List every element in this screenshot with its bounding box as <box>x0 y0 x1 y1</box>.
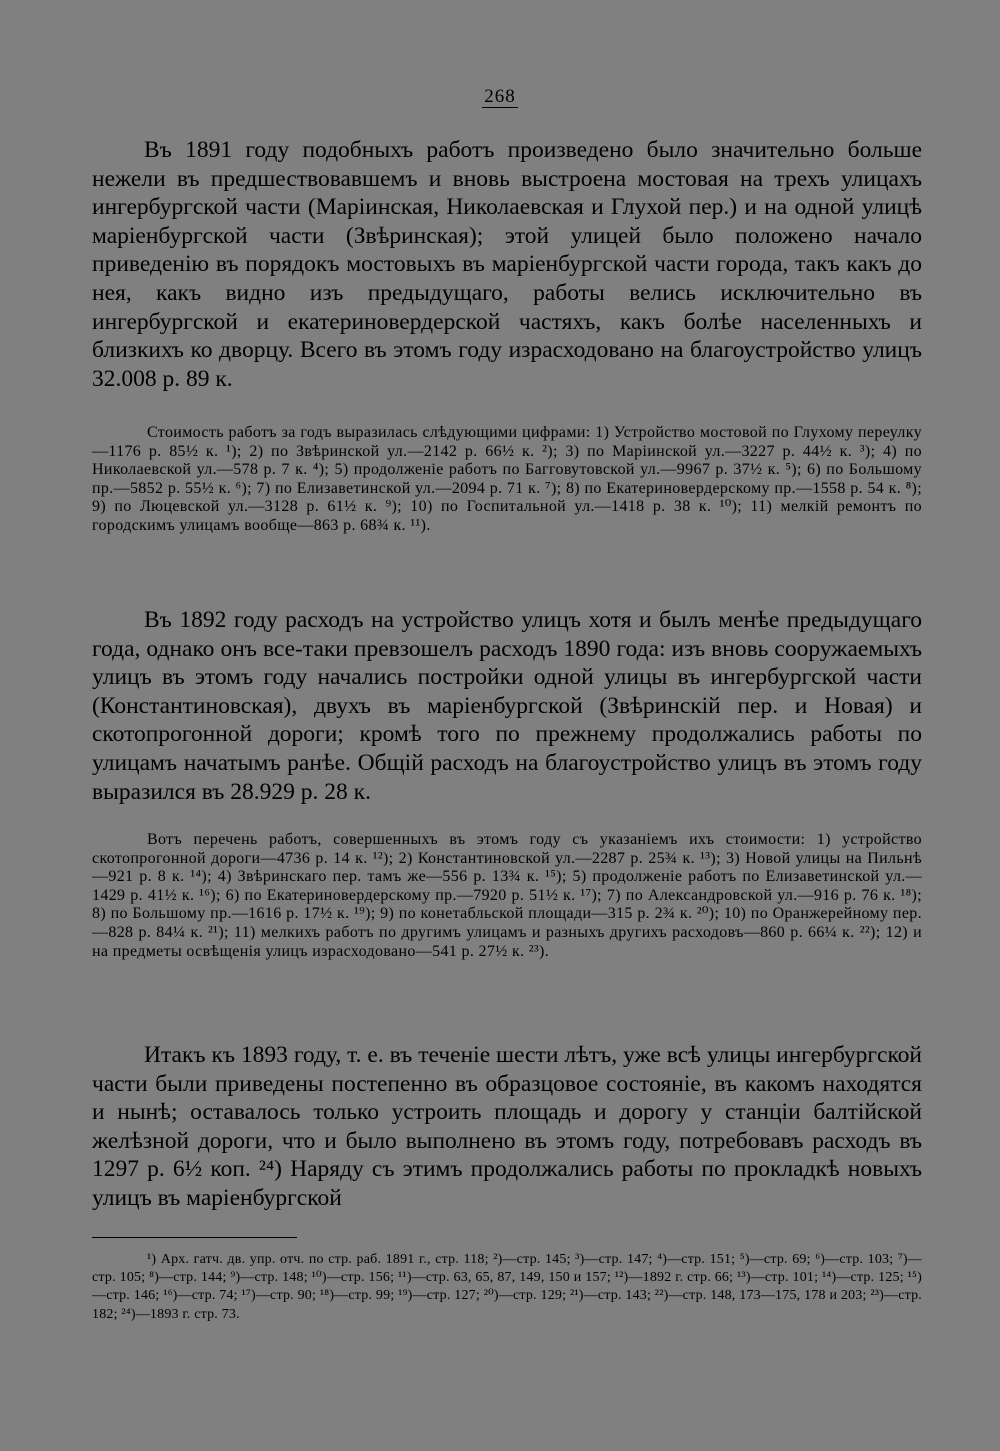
paragraph-1892: Въ 1892 году расходъ на устройство улицъ хотя и былъ менѣе предыдущаго года, однако онъ все-таки превзошелъ расходъ 1890 года: изъ вновь сооружаемыхъ улицъ въ этомъ году начались постройки одной улицы въ ингербургской части (Константиновская), двухъ въ маріенбургской (Звѣринскій пер. и Новая) и скотопрогонной дороги; кромѣ того по прежнему продолжались работы по улицамъ начатымъ ранѣе. Общій расходъ на благоустройство улицъ въ этомъ году выразился въ 28.929 р. 28 к. <box>92 607 922 805</box>
footnotes: ¹) Арх. гатч. дв. упр. отч. по стр. раб. 1891 г., стр. 118; ²)—стр. 145; ³)—стр. 147; ⁴)—стр. 151; ⁵)—стр. 69; ⁶)—стр. 103; ⁷)—стр. 105; ⁸)—стр. 144; ⁹)—стр. 148; ¹⁰)—стр. 156; ¹¹)—стр. 63, 65, 87, 149, 150 и 157; ¹²)—1892 г. стр. 66; ¹³)—стр. 101; ¹⁴)—стр. 125; ¹⁵)—стр. 146; ¹⁶)—стр. 74; ¹⁷)—стр. 90; ¹⁸)—стр. 99; ¹⁹)—стр. 127; ²⁰)—стр. 129; ²¹)—стр. 143; ²²)—стр. 148, 173—175, 178 и 203; ²³)—стр. 182; ²⁴)—1893 г. стр. 73. <box>92 1252 922 1322</box>
paragraph-1893: Итакъ къ 1893 году, т. е. въ теченіе шести лѣтъ, уже всѣ улицы ингербургской части были приведены постепенно въ образцовое состояніе, въ какомъ находятся и нынѣ; оставалось только устроить площадь и дорогу у станціи балтійской желѣзной дороги, что и было выполнено въ этомъ году, потребовавъ расходъ въ 1297 р. 6½ коп. ²⁴) Наряду съ этимъ продолжались работы по прокладкѣ новыхъ улицъ въ маріенбургской <box>92 1042 922 1211</box>
paragraph-1891: Въ 1891 году подобныхъ работъ произведено было значительно больше нежели въ предшествовавшемъ и вновь выстроена мостовая на трехъ улицахъ ингербургской части (Маріинская, Николаевская и Глухой пер.) и на одной улицѣ маріенбургской части (Звѣринская); этой улицей было положено начало приведенію въ порядокъ мостовыхъ въ маріенбургской части города, такъ какъ до нея, какъ видно изъ предыдущаго, работы велись исключительно въ ингербургской и екатериновердерской частяхъ, какъ болѣе населенныхъ и близкихъ ко дворцу. Всего въ этомъ году израсходовано на благоустройство улицъ 32.008 р. 89 к. <box>92 137 922 392</box>
page-number: 268 <box>484 86 516 107</box>
footnote-divider <box>92 1237 297 1238</box>
note-1891-costs: Стоимость работъ за годъ выразилась слѣдующими цифрами: 1) Устройство мостовой по Глухому переулку—1176 р. 85½ к. ¹); 2) по Звѣринской ул.—2142 р. 66½ к. ²); 3) по Маріинской ул.—3227 р. 44½ к. ³); 4) по Николаевской ул.—578 р. 7 к. ⁴); 5) продолженіе работъ по Багговутовской ул.—9967 р. 37½ к. ⁵); 6) по Большому пр.—5852 р. 55½ к. ⁶); 7) по Елизаветинской ул.—2094 р. 71 к. ⁷); 8) по Екатериновердерскому пр.—1558 р. 54 к. ⁸); 9) по Люцевской ул.—3128 р. 61½ к. ⁹); 10) по Госпитальной ул.—1418 р. 38 к. ¹⁰); 11) мелкій ремонтъ по городскимъ улицамъ вообще—863 р. 68¾ к. ¹¹). <box>92 424 922 534</box>
note-1892-costs: Вотъ перечень работъ, совершенныхъ въ этомъ году съ указаніемъ ихъ стоимости: 1) устройство скотопрогонной дороги—4736 р. 14 к. ¹²); 2) Константиновской ул.—2287 р. 25¾ к. ¹³); 3) Новой улицы на Пильнѣ—921 р. 8 к. ¹⁴); 4) Звѣринскаго пер. тамъ же—556 р. 13¾ к. ¹⁵); 5) продолженіе работъ по Елизаветинской ул.—1429 р. 41½ к. ¹⁶); 6) по Екатериновердерскому пр.—7920 р. 51½ к. ¹⁷); 7) по Александровской ул.—916 р. 76 к. ¹⁸); 8) по Большому пр.—1616 р. 17½ к. ¹⁹); 9) по конетабльской площади—315 р. 2¾ к. ²⁰); 10) по Оранжерейному пер.—828 р. 84¼ к. ²¹); 11) мелкихъ работъ по другимъ улицамъ и разныхъ другихъ расходовъ—860 р. 66¼ к. ²²); 12) и на предметы освѣщенія улицъ израсходовано—541 р. 27½ к. ²³). <box>92 831 922 960</box>
